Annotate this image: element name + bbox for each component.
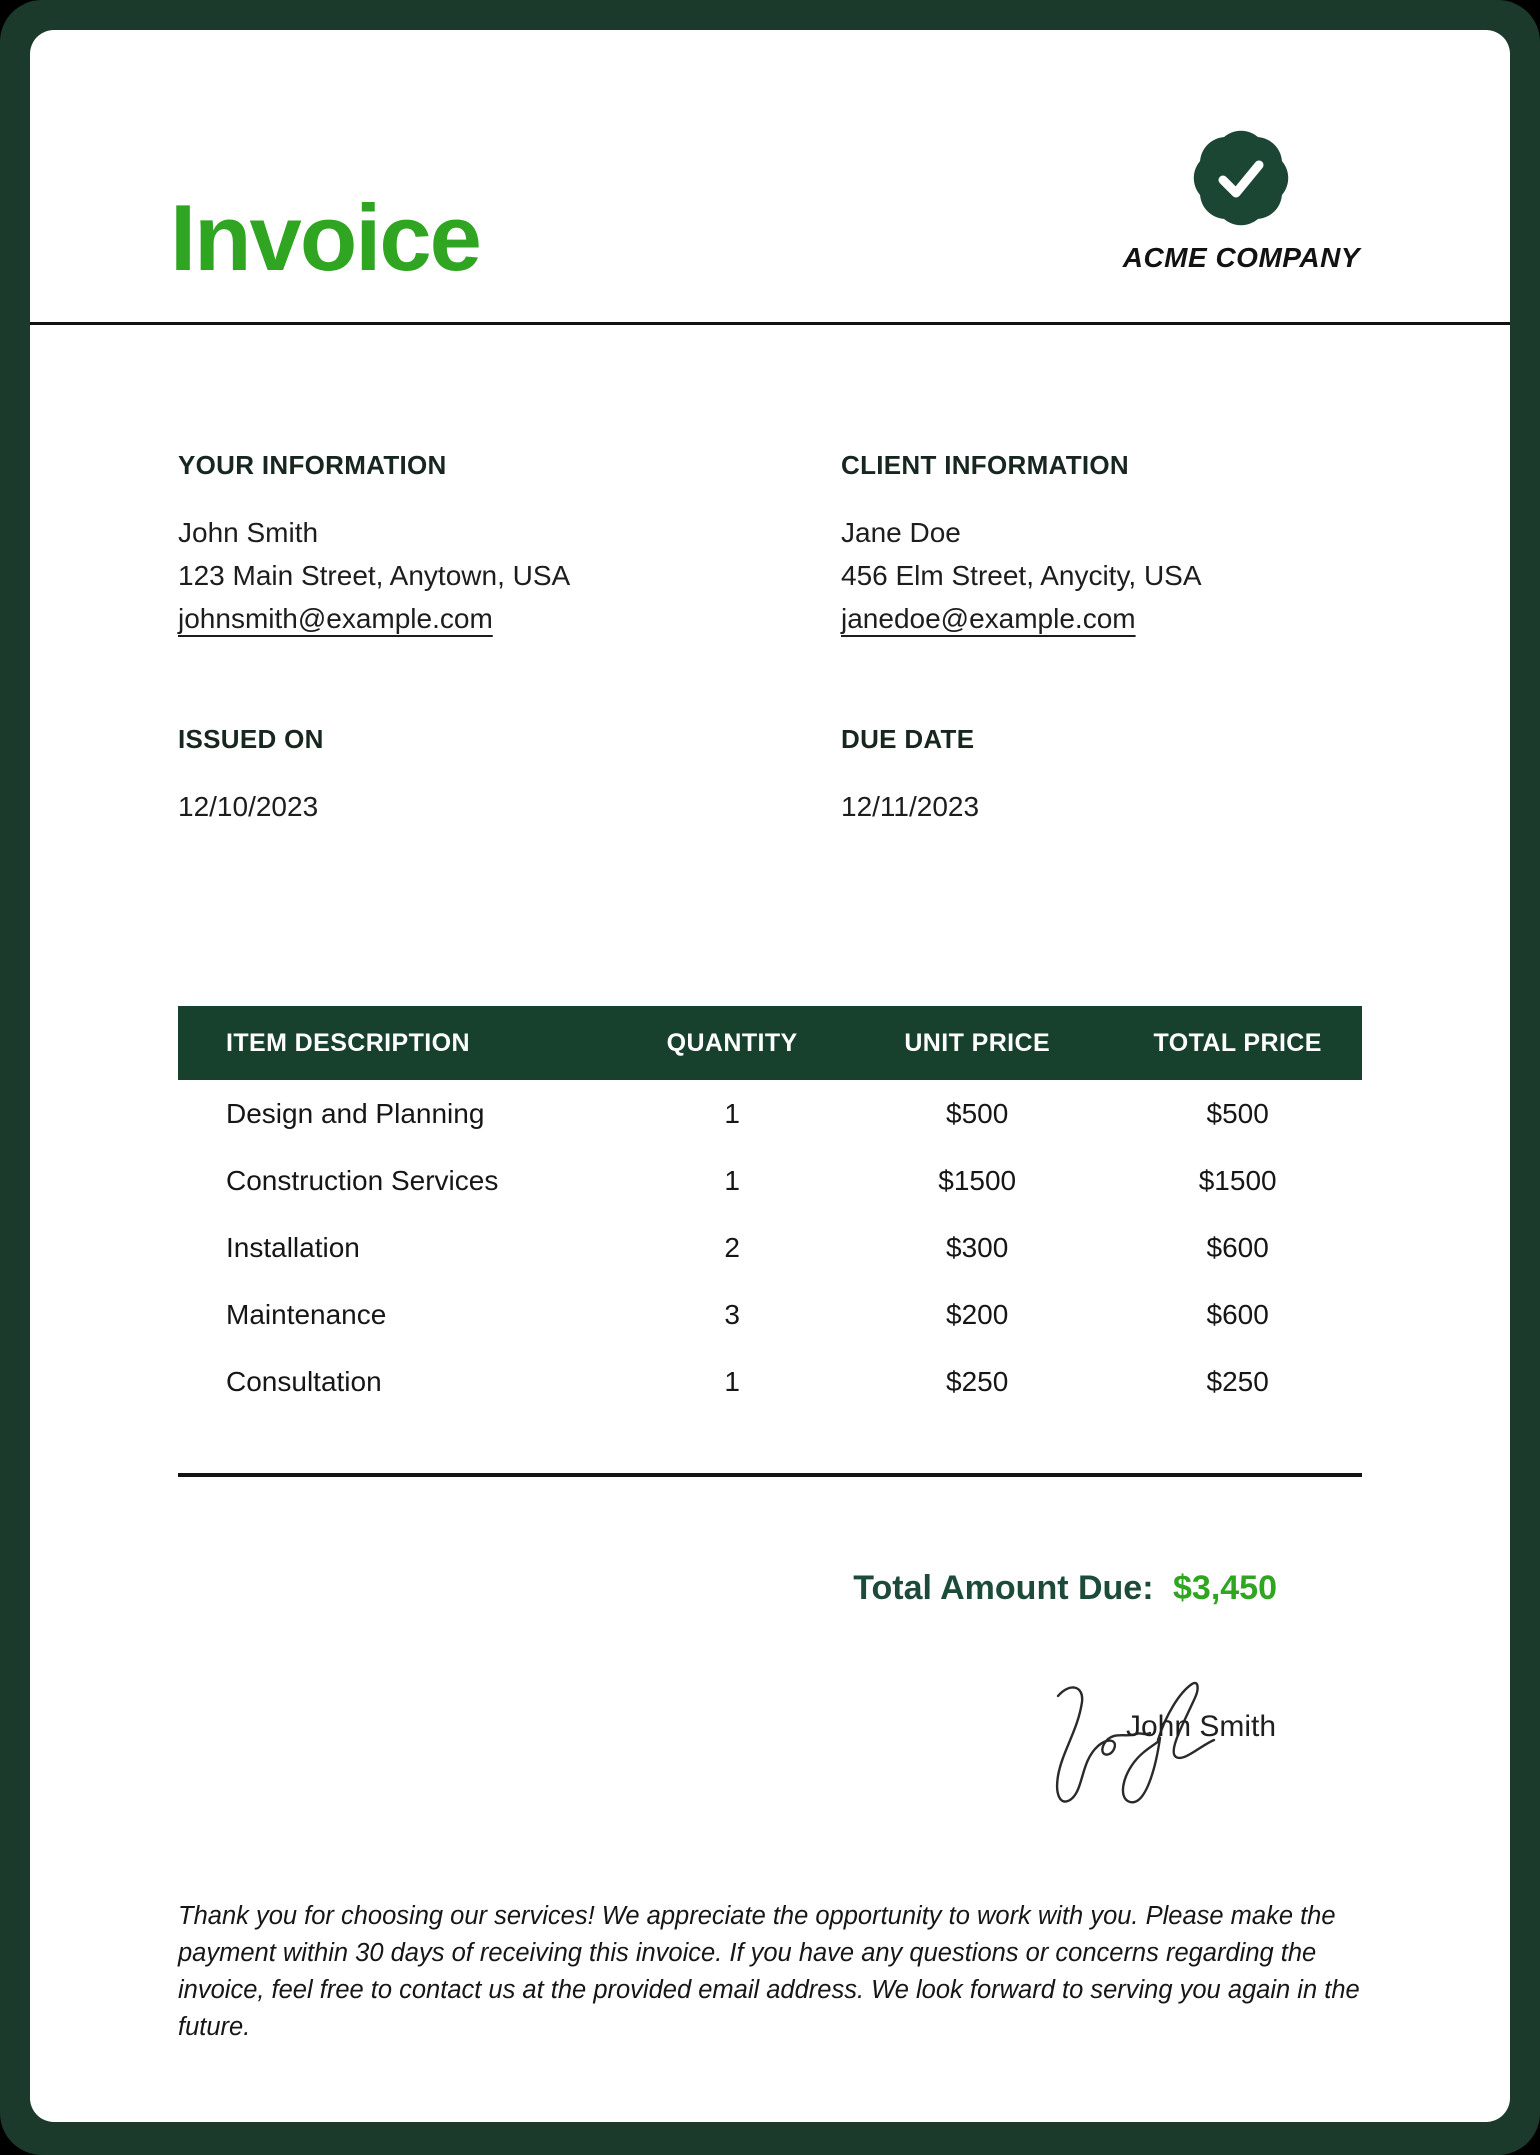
item-quantity: 2 bbox=[724, 1231, 740, 1263]
due-date-value: 12/11/2023 bbox=[841, 791, 980, 822]
client-information-block bbox=[841, 450, 1362, 640]
client-name: Jane Doe bbox=[841, 517, 961, 548]
item-unit-price: $500 bbox=[946, 1097, 1009, 1129]
sender-address: 123 Main Street, Anytown, USA bbox=[178, 560, 571, 591]
handwritten-signature-icon bbox=[1040, 1678, 1240, 1818]
invoice-header bbox=[30, 30, 1510, 325]
item-unit-price: $300 bbox=[946, 1231, 1009, 1263]
header-quantity: QUANTITY bbox=[623, 1006, 841, 1080]
total-label: Total Amount Due: bbox=[853, 1569, 1154, 1607]
item-description: Consultation bbox=[226, 1365, 382, 1397]
issued-on-label: ISSUED ON bbox=[178, 724, 324, 754]
sender-email-link[interactable]: johnsmith@example.com bbox=[178, 603, 493, 634]
table-bottom-rule bbox=[178, 1473, 1362, 1477]
item-description: Design and Planning bbox=[226, 1097, 485, 1129]
table-row bbox=[178, 1214, 1362, 1281]
item-unit-price: $1500 bbox=[938, 1164, 1017, 1196]
line-items-table bbox=[178, 1006, 1362, 1415]
your-information-heading: YOUR INFORMATION bbox=[178, 450, 447, 480]
due-date-block bbox=[841, 724, 1362, 828]
item-quantity: 1 bbox=[724, 1164, 740, 1196]
item-description: Construction Services bbox=[226, 1164, 499, 1196]
client-email-link[interactable]: janedoe@example.com bbox=[841, 603, 1136, 634]
item-total-price: $1500 bbox=[1198, 1164, 1277, 1196]
item-total-price: $600 bbox=[1206, 1231, 1269, 1263]
item-quantity: 1 bbox=[724, 1097, 740, 1129]
item-quantity: 3 bbox=[724, 1298, 740, 1330]
invoice-content bbox=[30, 325, 1510, 2122]
table-row bbox=[178, 1348, 1362, 1415]
item-total-price: $500 bbox=[1206, 1097, 1269, 1129]
company-name: ACME COMPANY bbox=[1122, 242, 1360, 273]
table-header-row bbox=[178, 1006, 1362, 1080]
check-icon bbox=[1191, 128, 1291, 228]
table-row bbox=[178, 1080, 1362, 1147]
item-total-price: $250 bbox=[1206, 1365, 1269, 1397]
header-unit-price: UNIT PRICE bbox=[841, 1006, 1113, 1080]
client-address: 456 Elm Street, Anycity, USA bbox=[841, 560, 1202, 591]
item-quantity: 1 bbox=[724, 1365, 740, 1397]
badge-check-icon bbox=[1191, 128, 1291, 228]
header-item-description: ITEM DESCRIPTION bbox=[178, 1006, 623, 1080]
client-information-heading: CLIENT INFORMATION bbox=[841, 450, 1129, 480]
due-date-label: DUE DATE bbox=[841, 724, 975, 754]
item-unit-price: $200 bbox=[946, 1298, 1009, 1330]
your-information-block bbox=[178, 450, 841, 640]
footer-thank-you-note: Thank you for choosing our services! We appreciate the opportunity to work with you. Please make the payment within 30 days of receiving this invoice. If you have any questions or concerns regarding the invoice, feel free to contact us at the provided email address. We look forward to serving you again in the future. bbox=[178, 1902, 1360, 2041]
issued-on-value: 12/10/2023 bbox=[178, 791, 319, 822]
company-brand bbox=[1123, 128, 1360, 274]
page-title: Invoice bbox=[170, 184, 480, 290]
item-total-price: $600 bbox=[1206, 1298, 1269, 1330]
issued-on-block bbox=[178, 724, 841, 828]
header-total-price: TOTAL PRICE bbox=[1113, 1006, 1362, 1080]
signature-name: John Smith bbox=[1126, 1710, 1277, 1743]
table-row bbox=[178, 1147, 1362, 1214]
total-amount-value: $3,450 bbox=[1173, 1569, 1277, 1607]
item-description: Installation bbox=[226, 1231, 360, 1263]
table-row bbox=[178, 1281, 1362, 1348]
signature-block bbox=[1052, 1674, 1302, 1824]
total-amount-due bbox=[178, 1569, 1362, 1608]
item-unit-price: $250 bbox=[946, 1365, 1009, 1397]
item-description: Maintenance bbox=[226, 1298, 387, 1330]
dates-section bbox=[178, 724, 1362, 828]
parties-section bbox=[178, 450, 1362, 640]
invoice-sheet bbox=[30, 30, 1510, 2122]
sender-name: John Smith bbox=[178, 517, 319, 548]
